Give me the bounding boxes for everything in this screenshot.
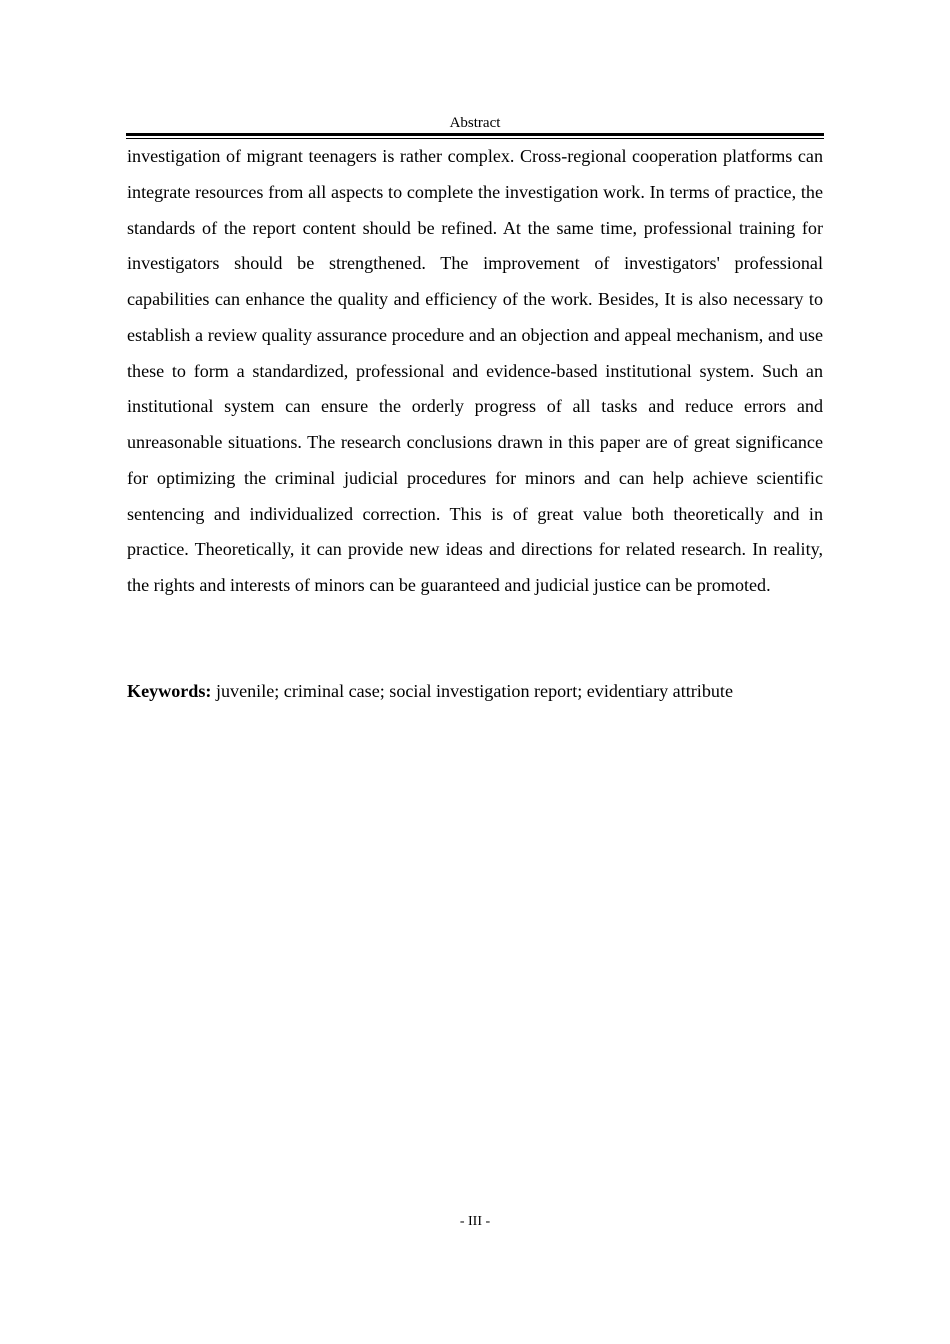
keywords-line bbox=[127, 674, 823, 710]
keywords-label: Keywords: bbox=[127, 681, 212, 701]
keywords-text: juvenile; criminal case; social investigation report; evidentiary attribute bbox=[215, 681, 733, 701]
page-number: - III - bbox=[459, 1214, 491, 1229]
abstract-paragraph: investigation of migrant teenagers is rather complex. Cross-regional cooperation platforms can integrate resources from all aspects to complete the investigation work. In terms of practice, the standards of the report content should be refined. At the same time, professional training for investigators should be strengthened. The improvement of investigators' professional capabilities can enhance the quality and efficiency of the work. Besides, It is also necessary to establish a review quality assurance procedure and an objection and appeal mechanism, and use these to form a standardized, professional and evidence-based institutional system. Such an institutional system can ensure the orderly progress of all tasks and reduce errors and unreasonable situations. The research conclusions drawn in this paper are of great significance for optimizing the criminal judicial procedures for minors and can help achieve scientific sentencing and individualized correction. This is of great value both theoretically and in practice. Theoretically, it can provide new ideas and directions for related research. In reality, the rights and interests of minors can be guaranteed and judicial justice can be promoted. bbox=[127, 146, 823, 595]
running-header: Abstract bbox=[449, 115, 501, 131]
